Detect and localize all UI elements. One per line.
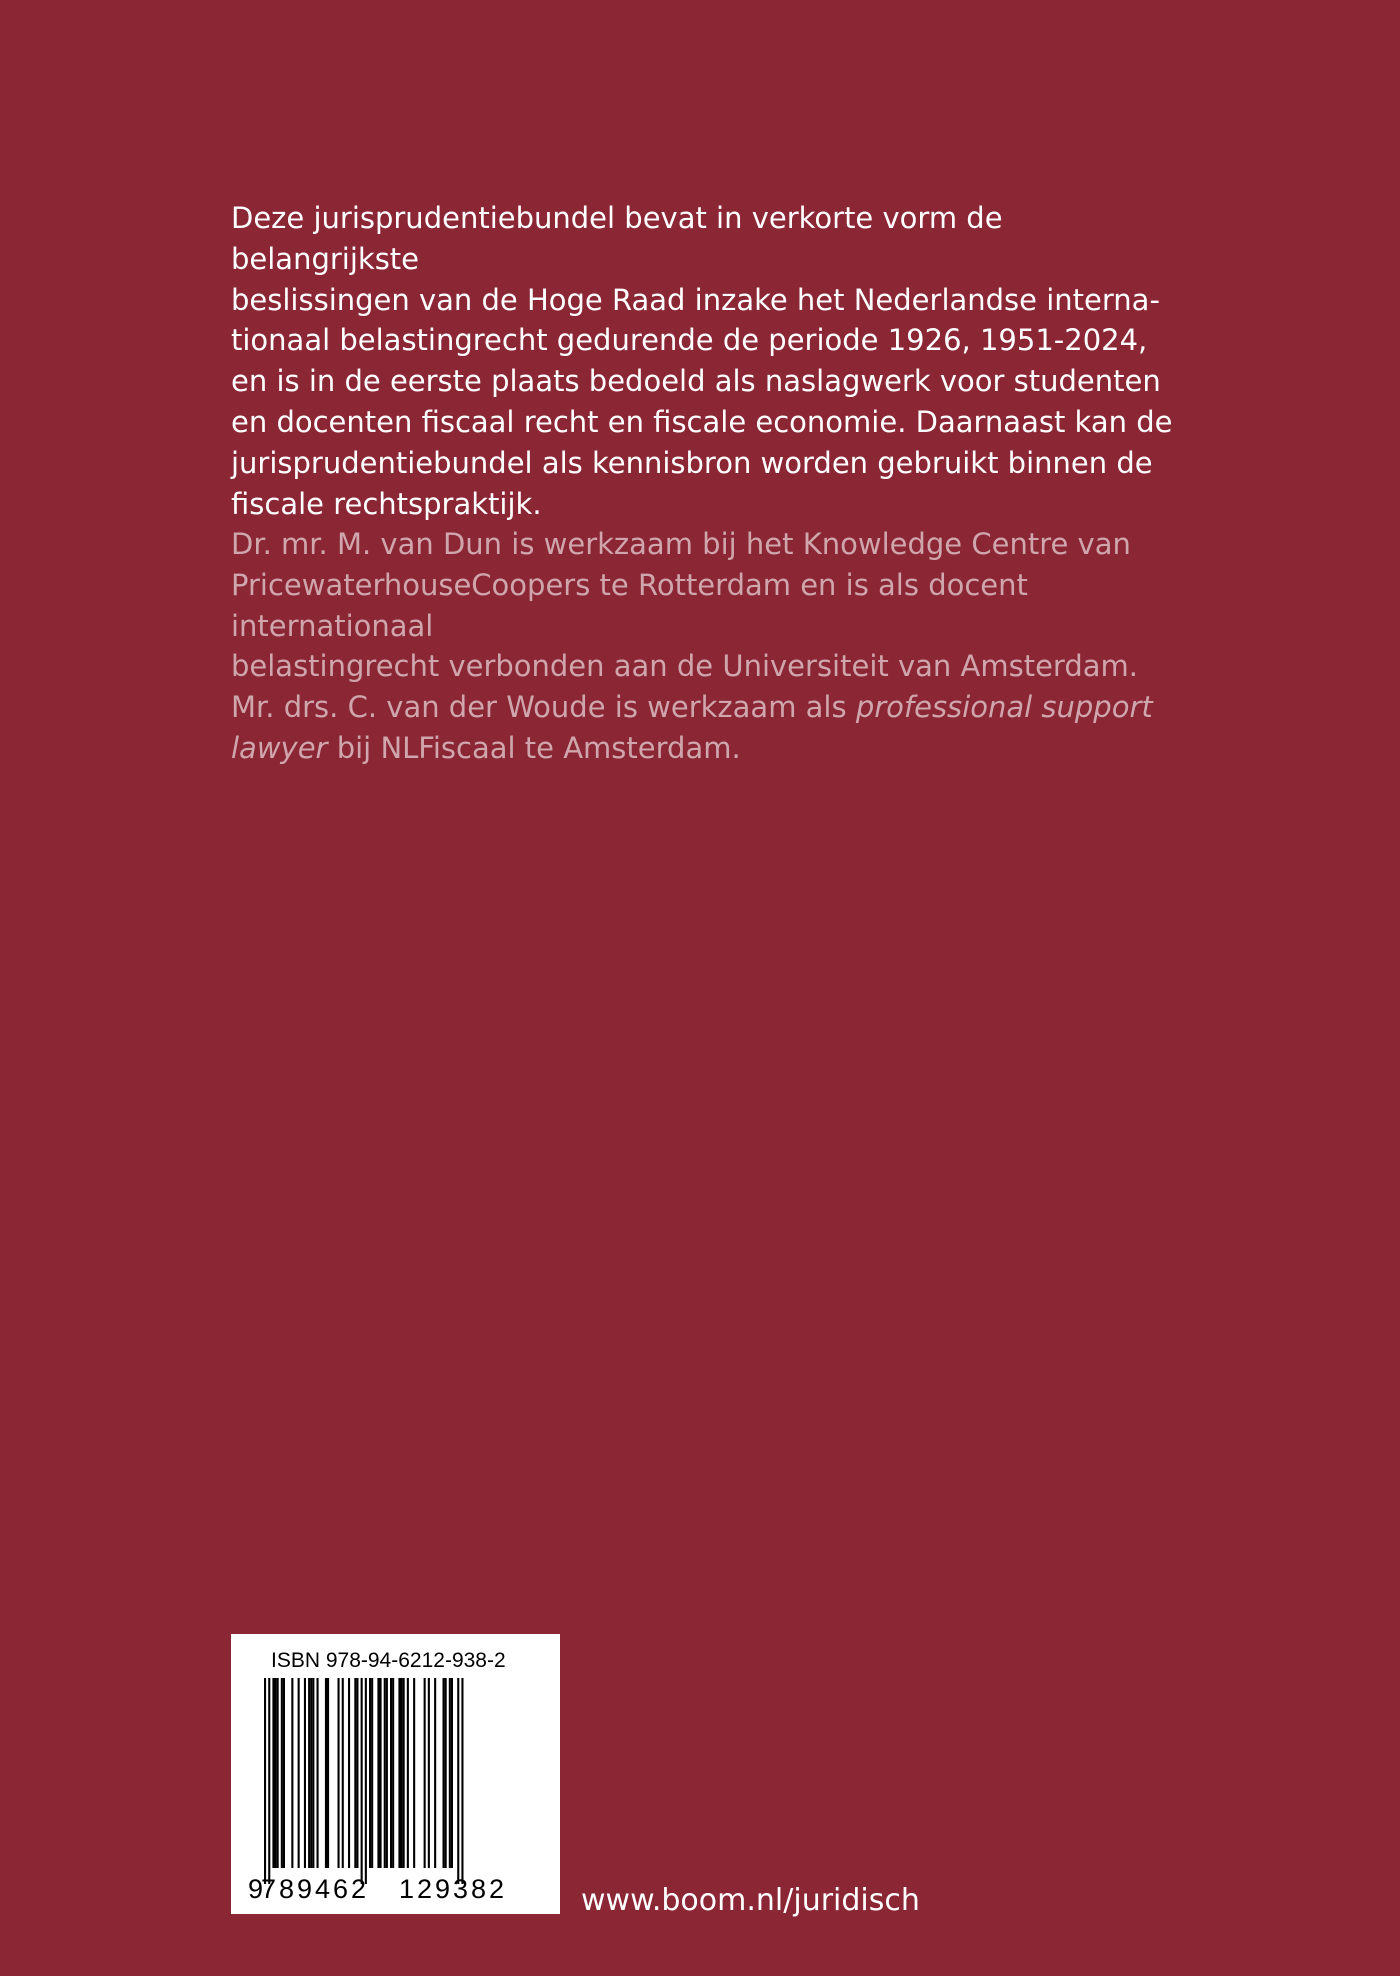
barcode-bar bbox=[449, 1678, 451, 1868]
barcode-bar bbox=[413, 1678, 415, 1868]
barcode-bar bbox=[283, 1678, 285, 1868]
barcode-bar bbox=[424, 1678, 426, 1868]
barcode-label bbox=[231, 1634, 560, 1914]
barcode-bar bbox=[310, 1678, 312, 1868]
barcode-lead-digit: 9 bbox=[248, 1874, 264, 1904]
barcode-bar bbox=[325, 1678, 327, 1868]
barcode-bar bbox=[390, 1678, 392, 1868]
barcode-bar bbox=[392, 1678, 394, 1868]
barcode-bar bbox=[384, 1678, 386, 1868]
barcode-bar bbox=[457, 1678, 459, 1884]
barcode-bar bbox=[348, 1678, 350, 1868]
author-bios bbox=[231, 524, 1191, 769]
barcode-bar bbox=[268, 1678, 270, 1884]
barcode-bar bbox=[272, 1678, 274, 1868]
barcode-bar bbox=[371, 1678, 373, 1868]
barcode-bar bbox=[369, 1678, 371, 1868]
barcode-bar bbox=[327, 1678, 329, 1868]
barcode-bar bbox=[277, 1678, 279, 1868]
barcode-bar bbox=[338, 1678, 340, 1868]
barcode-bar bbox=[304, 1678, 306, 1868]
back-cover-description: Deze jurisprudentiebundel bevat in verkorte vorm de belangrijkste beslissingen van de Hoge Raad inzake het Nederlandse interna- tionaal belastingrecht gedurende de periode 1926, 1951-2024, en is in de eerste plaats bedoeld als naslagwerk voor studenten en docenten fiscaal recht en fiscale economie. Daarnaast kan de jurisprudentiebundel als kennisbron worden gebruikt binnen de fiscale rechtspraktijk. bbox=[231, 201, 1173, 521]
author-bio-text-end: bij NLFiscaal te Amsterdam. bbox=[327, 730, 741, 765]
barcode-left-digits: 789462 bbox=[260, 1874, 370, 1904]
barcode-bar bbox=[403, 1678, 405, 1868]
barcode-bar bbox=[461, 1678, 463, 1884]
barcode-bar bbox=[354, 1678, 356, 1868]
barcode-bar bbox=[443, 1678, 445, 1868]
ean13-barcode bbox=[231, 1634, 560, 1914]
barcode-bar bbox=[377, 1678, 379, 1868]
isbn-number: ISBN 978-94-6212-938-2 bbox=[271, 1649, 506, 1672]
barcode-bar bbox=[361, 1678, 363, 1884]
barcode-bars bbox=[264, 1678, 464, 1884]
barcode-bar bbox=[281, 1678, 283, 1868]
barcode-right-digits: 129382 bbox=[398, 1874, 508, 1904]
barcode-bar bbox=[312, 1678, 314, 1868]
barcode-bar bbox=[380, 1678, 382, 1868]
barcode-bar bbox=[264, 1678, 266, 1884]
barcode-bar bbox=[398, 1678, 400, 1868]
barcode-bar bbox=[428, 1678, 430, 1868]
barcode-bar bbox=[365, 1678, 367, 1884]
barcode-bar bbox=[451, 1678, 453, 1868]
barcode-bar bbox=[407, 1678, 409, 1868]
barcode-bar bbox=[291, 1678, 293, 1868]
barcode-bar bbox=[434, 1678, 436, 1868]
barcode-bar bbox=[317, 1678, 319, 1868]
barcode-bar bbox=[308, 1678, 310, 1868]
barcode-bar bbox=[445, 1678, 447, 1868]
author-bio-text: Dr. mr. M. van Dun is werkzaam bij het Knowledge Centre van PricewaterhouseCoopers te Rotterdam en is als docent internationaal belastingrecht verbonden aan de Universiteit van Amsterdam. Mr. drs. C. van der Woude is werkzaam als bbox=[231, 527, 1138, 725]
barcode-bar bbox=[342, 1678, 344, 1868]
barcode-bar bbox=[298, 1678, 300, 1868]
barcode-bar bbox=[401, 1678, 403, 1868]
publisher-website[interactable]: www.boom.nl/juridisch bbox=[581, 1883, 920, 1918]
barcode-bar bbox=[386, 1678, 388, 1868]
barcode-bar bbox=[275, 1678, 277, 1868]
barcode-bar bbox=[356, 1678, 358, 1868]
author-role-italic: professional support lawyer bbox=[231, 690, 1153, 765]
